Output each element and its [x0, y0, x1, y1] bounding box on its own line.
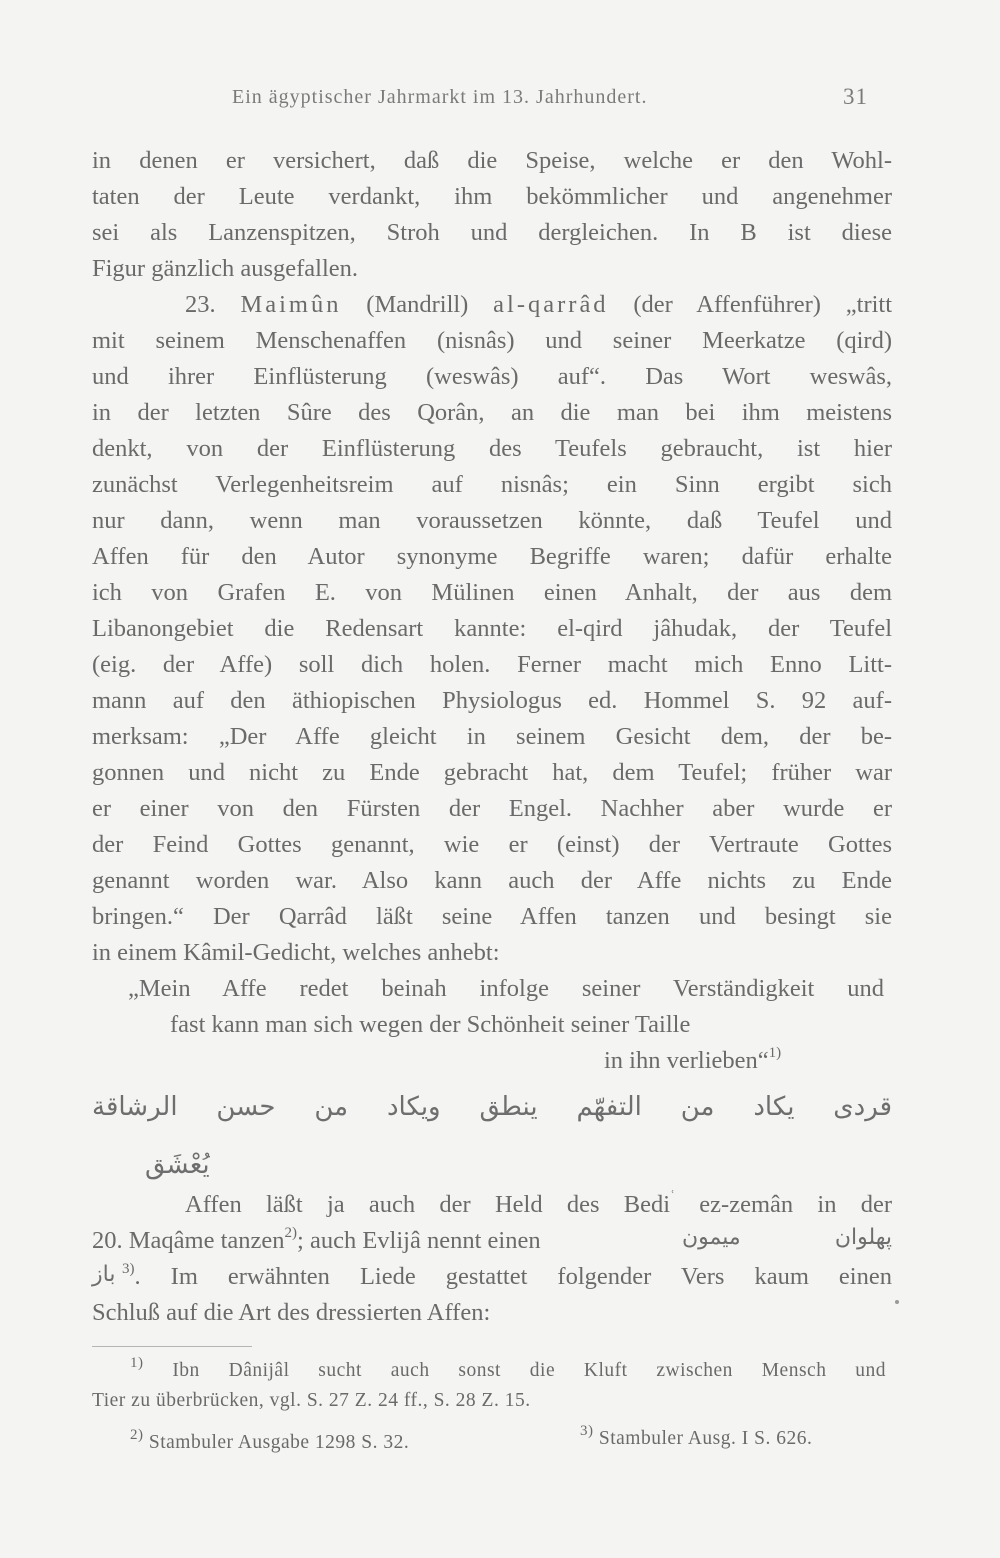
- page-number: 31: [843, 84, 868, 109]
- text-line: Schluß auf die Art des dressierten Affen:: [92, 1299, 491, 1326]
- footnote-mark-2: 2): [130, 1426, 144, 1443]
- text-line: denkt, von der Einflüsterung des Teufels gebraucht, ist hier: [92, 435, 892, 462]
- footnote-rule: [92, 1346, 252, 1347]
- verse-line-2: fast kann man sich wegen der Schönheit seiner Taille: [170, 1011, 691, 1038]
- footnote-ref-2: 2): [284, 1224, 298, 1241]
- text-line: in der letzten Sûre des Qorân, an die man bei ihm meistens: [92, 399, 892, 426]
- text-line: bringen.“ Der Qarrâd läßt seine Affen tanzen und besingt sie: [92, 903, 892, 930]
- footnote-ref-3: 3): [122, 1260, 135, 1277]
- text-line: gonnen und nicht zu Ende gebracht hat, dem Teufel; früher war: [92, 759, 892, 786]
- arabic-verse-line-1: قردى يكاد من التفهّم ينطق ويكاد من حسن الرشاقة: [92, 1092, 892, 1122]
- text-segment: ez-zemân in der: [699, 1191, 892, 1218]
- running-head: [0, 84, 1000, 114]
- text-line: ich von Grafen E. von Mülinen einen Anhalt, der aus dem: [92, 579, 892, 606]
- stray-dot: [895, 1300, 899, 1304]
- arabic-inline-phrase: پهلوان ميمون: [682, 1225, 892, 1250]
- text-line: in denen er versichert, daß die Speise, welche er den Wohl-: [92, 147, 892, 174]
- text-line: Libanongebiet die Redensart kannte: el-qird jâhudak, der Teufel: [92, 615, 892, 642]
- entry-name-2: al-qarrâd: [493, 291, 609, 318]
- text-line: Figur gänzlich ausgefallen.: [92, 255, 359, 282]
- text-line: merksam: „Der Affe gleicht in seinem Gesicht dem, der be-: [92, 723, 892, 750]
- text-line: zunächst Verlegenheitsreim auf nisnâs; ein Sinn ergibt sich: [92, 471, 892, 498]
- text-line: [92, 1223, 672, 1259]
- text-line: nur dann, wenn man voraussetzen könnte, daß Teufel und: [92, 507, 892, 534]
- text-line: und ihrer Einflüsterung (weswâs) auf“. Das Wort weswâs,: [92, 363, 892, 390]
- entry-rest: (der Affenführer) „tritt: [633, 291, 893, 318]
- text-line: [185, 1187, 892, 1223]
- text-segment: Affen läßt ja auch der Held des Bedi: [185, 1191, 671, 1218]
- entry-gloss: (Mandrill): [366, 291, 469, 318]
- paragraph-23-start: [185, 287, 892, 323]
- footnote-text: Stambuler Ausgabe 1298 S. 32.: [148, 1432, 410, 1453]
- arabic-inline-word: باز: [92, 1262, 116, 1287]
- footnote-mark-1: 1): [130, 1354, 144, 1371]
- text-line: mann auf den äthiopischen Physiologus ed. Hommel S. 92 auf-: [92, 687, 892, 714]
- text-line: genannt worden war. Also kann auch der Affe nichts zu Ende: [92, 867, 892, 894]
- footnote-mark-3: 3): [580, 1422, 594, 1439]
- text-line: Affen für den Autor synonyme Begriffe waren; dafür erhalte: [92, 543, 892, 570]
- footnote-1-line-2: Tier zu überbrücken, vgl. S. 27 Z. 24 ff., S. 28 Z. 15.: [92, 1390, 531, 1411]
- paragraph-number: 23.: [185, 291, 216, 318]
- text-line: sei als Lanzenspitzen, Stroh und dergleichen. In B ist diese: [92, 219, 892, 246]
- footnote-2: [130, 1428, 550, 1458]
- text-segment: ; auch Evlijâ nennt einen: [297, 1227, 541, 1254]
- text-segment: 20. Maqâme tanzen: [92, 1227, 285, 1254]
- footnote-text: Ibn Dânijâl sucht auch sonst die Kluft zwischen Mensch und: [172, 1360, 887, 1381]
- footnote-ref-1: 1): [768, 1044, 782, 1061]
- text-line: er einer von den Fürsten der Engel. Nachher aber wurde er: [92, 795, 892, 822]
- verse-line-3: [604, 1043, 884, 1079]
- footnote-text: Stambuler Ausg. I S. 626.: [598, 1428, 813, 1449]
- verse-text: in ihn verlieben“: [604, 1047, 769, 1074]
- verse-line-1: „Mein Affe redet beinah infolge seiner Verständigkeit und: [128, 975, 884, 1002]
- footnote-3: [580, 1422, 813, 1450]
- entry-name: Maimûn: [240, 291, 342, 318]
- text-line: (eig. der Affe) soll dich holen. Ferner macht mich Enno Litt-: [92, 651, 892, 678]
- text-line: [122, 1259, 892, 1295]
- text-line: in einem Kâmil-Gedicht, welches anhebt:: [92, 939, 500, 966]
- text-line: mit seinem Menschenaffen (nisnâs) und seiner Meerkatze (qird): [92, 327, 892, 354]
- footnote-1-line-1: [130, 1356, 886, 1386]
- ain-mark: ʿ: [670, 1188, 676, 1205]
- text-segment: . Im erwähnten Liede gestattet folgender Vers kaum einen: [134, 1263, 892, 1290]
- text-line: taten der Leute verdankt, ihm bekömmlicher und angenehmer: [92, 183, 892, 210]
- text-line: der Feind Gottes genannt, wie er (einst) der Vertraute Gottes: [92, 831, 892, 858]
- arabic-verse-line-2: يُعْشَق: [145, 1150, 210, 1180]
- running-title: Ein ägyptischer Jahrmarkt im 13. Jahrhundert.: [232, 86, 648, 108]
